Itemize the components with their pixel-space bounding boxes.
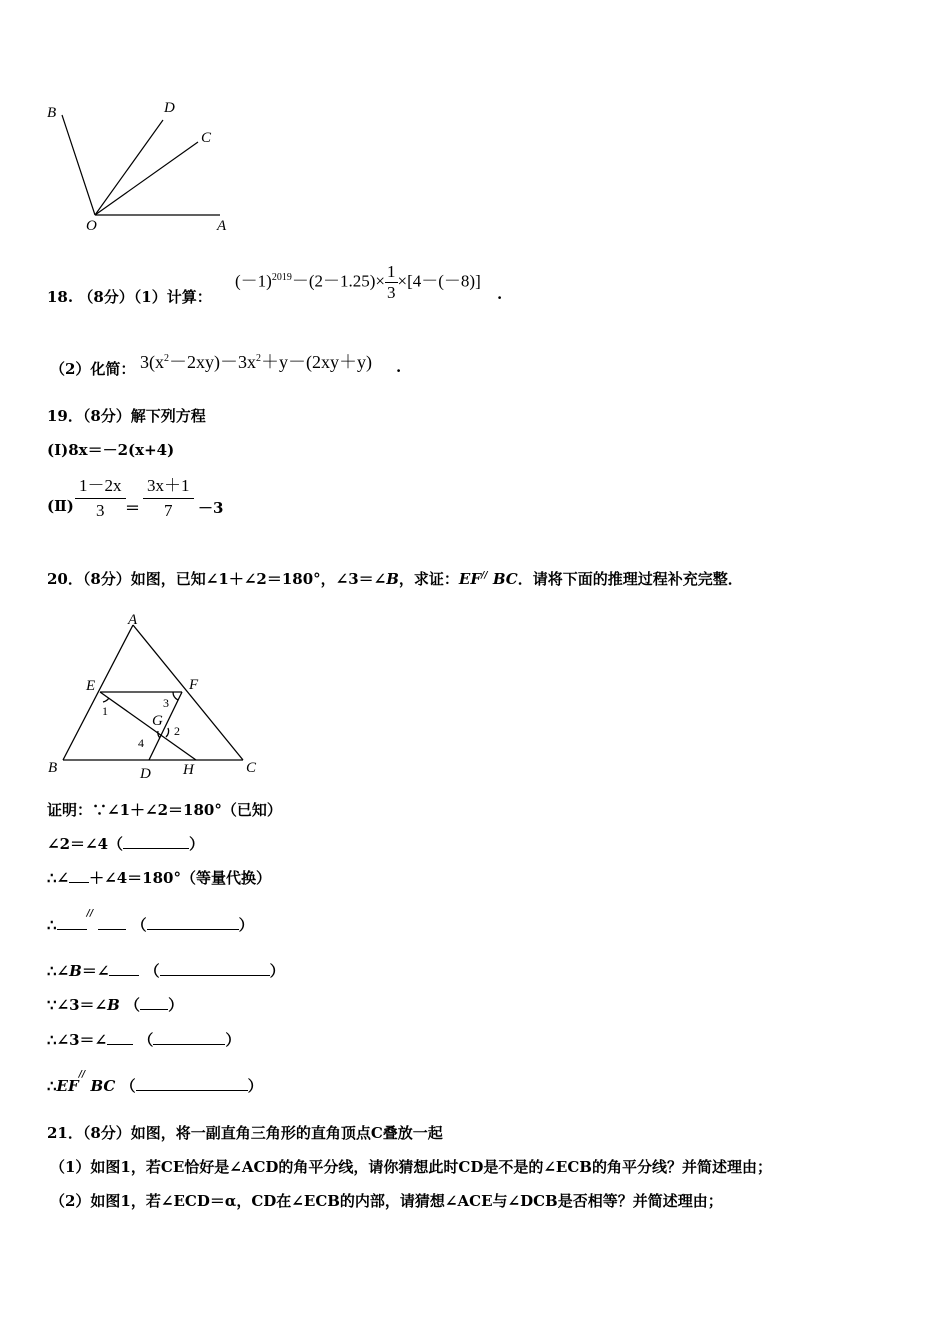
angle-label-1: 1: [102, 704, 108, 718]
proof-text: ∴: [47, 1077, 57, 1095]
proof-text: ∴: [47, 916, 57, 934]
proof-text: ＝∠: [81, 962, 110, 980]
proof-text: ）: [247, 1077, 263, 1095]
q21-part1: （1）如图1，若CE恰好是∠ACD的角平分线，请你猜想此时CD是不是的∠ECB的角平分线？并简述理由；: [50, 1158, 772, 1176]
fraction-numerator: 1－2x: [79, 476, 122, 495]
expr-part: －2xy)－3x: [169, 352, 256, 372]
proof-text: （: [125, 996, 141, 1014]
fraction-denominator: 7: [143, 498, 194, 521]
proof-text: ）: [168, 996, 184, 1014]
proof-text: ∴∠: [47, 869, 70, 887]
header-text: ．请将下面的推理过程补充完整．: [517, 570, 743, 588]
proof-blank-reason-1[interactable]: [123, 834, 189, 849]
angle-arc-3: [173, 692, 178, 700]
expr-part: 3(x: [140, 352, 164, 372]
angle-arc-1: [103, 698, 109, 702]
fraction-one-third: [385, 262, 398, 303]
label-B: B: [47, 105, 57, 121]
proof-text: ）: [225, 1031, 241, 1049]
header-EF: EF: [458, 570, 482, 588]
proof-blank-reason-6[interactable]: [136, 1076, 248, 1091]
exponent: 2: [164, 353, 169, 364]
proof-text: ）: [189, 835, 205, 853]
label-G: G: [152, 713, 163, 729]
fraction-numerator: 1: [387, 262, 396, 281]
proof-text: ∵∠3＝∠: [47, 996, 108, 1014]
proof-text: ）: [269, 962, 285, 980]
proof-text: （: [144, 962, 160, 980]
expr-part: (－1): [235, 271, 272, 291]
q18-part1-label: （1）计算：: [133, 288, 212, 306]
fraction-denominator: 3: [75, 498, 126, 521]
q18-part2-label: （2）化简：: [50, 360, 136, 378]
proof-text: （: [131, 916, 147, 934]
proof-line-2: [47, 833, 204, 854]
proof-blank-angle-2[interactable]: [109, 961, 139, 976]
proof-text: （: [120, 1077, 136, 1095]
angle-figure: [40, 95, 240, 245]
q18-part1: [47, 286, 212, 307]
header-B: B: [386, 570, 399, 588]
q21-part2: （2）如图1，若∠ECD＝α，CD在∠ECB的内部，请猜想∠ACE与∠DCB是否相等？并简述理由；: [50, 1192, 723, 1210]
proof-blank-reason-2[interactable]: [147, 915, 239, 930]
proof-blank-line-1[interactable]: [57, 915, 87, 930]
q19-tail: －3: [198, 499, 224, 517]
ray-OC: [95, 142, 198, 215]
exponent: 2: [256, 353, 261, 364]
expr-part: －(2－1.25)×: [291, 271, 385, 291]
proof-blank-reason-4[interactable]: [140, 995, 168, 1010]
label-C: C: [201, 130, 212, 146]
label-C: C: [246, 760, 257, 776]
q19-part2-label: (Ⅱ): [47, 497, 74, 515]
exponent: 2019: [271, 271, 292, 283]
segment-EH: [100, 692, 196, 760]
q19-fraction-right: [143, 471, 194, 521]
angle-arc-2: [166, 728, 169, 737]
header-text: ，求证：: [398, 570, 459, 588]
q19-fraction-left: [75, 471, 126, 521]
ray-OD: [95, 120, 163, 215]
q18-part1-expression: [235, 262, 481, 303]
fraction-numerator: 3x＋1: [147, 476, 190, 495]
proof-text: ∴∠: [47, 962, 70, 980]
proof-EF: EF: [56, 1077, 79, 1095]
header-BC: BC: [492, 570, 518, 588]
proof-blank-angle-3[interactable]: [107, 1030, 133, 1045]
q19-equals: ＝: [125, 499, 141, 517]
proof-line-8: [47, 1070, 263, 1096]
q19-part1: (Ⅰ)8x＝－2(x+4): [47, 441, 175, 459]
proof-line-5: [47, 960, 285, 981]
q18-points: （8分）: [78, 288, 134, 306]
ray-OB: [62, 115, 95, 215]
label-F: F: [189, 677, 199, 693]
proof-text: ＋∠4＝180°（等量代换）: [89, 869, 271, 887]
angle-label-4: 4: [138, 736, 144, 750]
proof-line-6: [47, 994, 183, 1015]
proof-blank-reason-5[interactable]: [153, 1030, 225, 1045]
proof-line-1: 证明：∵∠1＋∠2＝180°（已知）: [47, 801, 282, 819]
proof-text: ∠2＝∠4（: [47, 835, 124, 853]
proof-blank-line-2[interactable]: [98, 915, 126, 930]
proof-blank-angle[interactable]: [69, 868, 89, 883]
angle-label-3: 3: [163, 696, 169, 710]
proof-text: ∴∠3＝∠: [47, 1031, 108, 1049]
proof-line-7: [47, 1029, 240, 1050]
q18-part2-expression: [140, 348, 372, 374]
q18-part2-period: .: [396, 358, 402, 376]
proof-text: （: [138, 1031, 154, 1049]
proof-B: B: [69, 962, 82, 980]
label-O: O: [86, 218, 97, 234]
proof-text: ）: [238, 916, 254, 934]
label-A: A: [128, 612, 138, 628]
angle-label-2: 2: [174, 724, 180, 738]
proof-line-4: [47, 909, 254, 935]
proof-line-3: [47, 867, 271, 888]
q18-part1-period: .: [497, 285, 503, 303]
fraction-denominator: 3: [387, 283, 396, 302]
triangle-figure: [40, 610, 280, 790]
expr-part: ＋y－(2xy＋y): [261, 352, 372, 372]
parallel-symbol: //: [481, 571, 488, 581]
label-B: B: [48, 760, 58, 776]
label-D: D: [140, 766, 151, 782]
header-text: 20．（8分）如图，已知∠1＋∠2＝180°，∠3＝∠: [47, 570, 387, 588]
label-D: D: [164, 100, 175, 116]
q18-number: 18.: [47, 288, 74, 306]
proof-blank-reason-3[interactable]: [160, 961, 270, 976]
q19-header: 19．（8分）解下列方程: [47, 407, 206, 425]
proof-B: B: [107, 996, 120, 1014]
expr-part: ×[4－(－8)]: [397, 271, 481, 291]
label-A: A: [217, 218, 227, 234]
parallel-symbol: //: [86, 909, 94, 919]
q21-header: 21．（8分）如图，将一副直角三角形的直角顶点C叠放一起: [47, 1124, 443, 1142]
label-E: E: [86, 678, 96, 694]
q20-header: [47, 568, 743, 589]
proof-BC: BC: [90, 1077, 116, 1095]
label-H: H: [183, 762, 194, 778]
parallel-symbol: //: [78, 1070, 86, 1080]
